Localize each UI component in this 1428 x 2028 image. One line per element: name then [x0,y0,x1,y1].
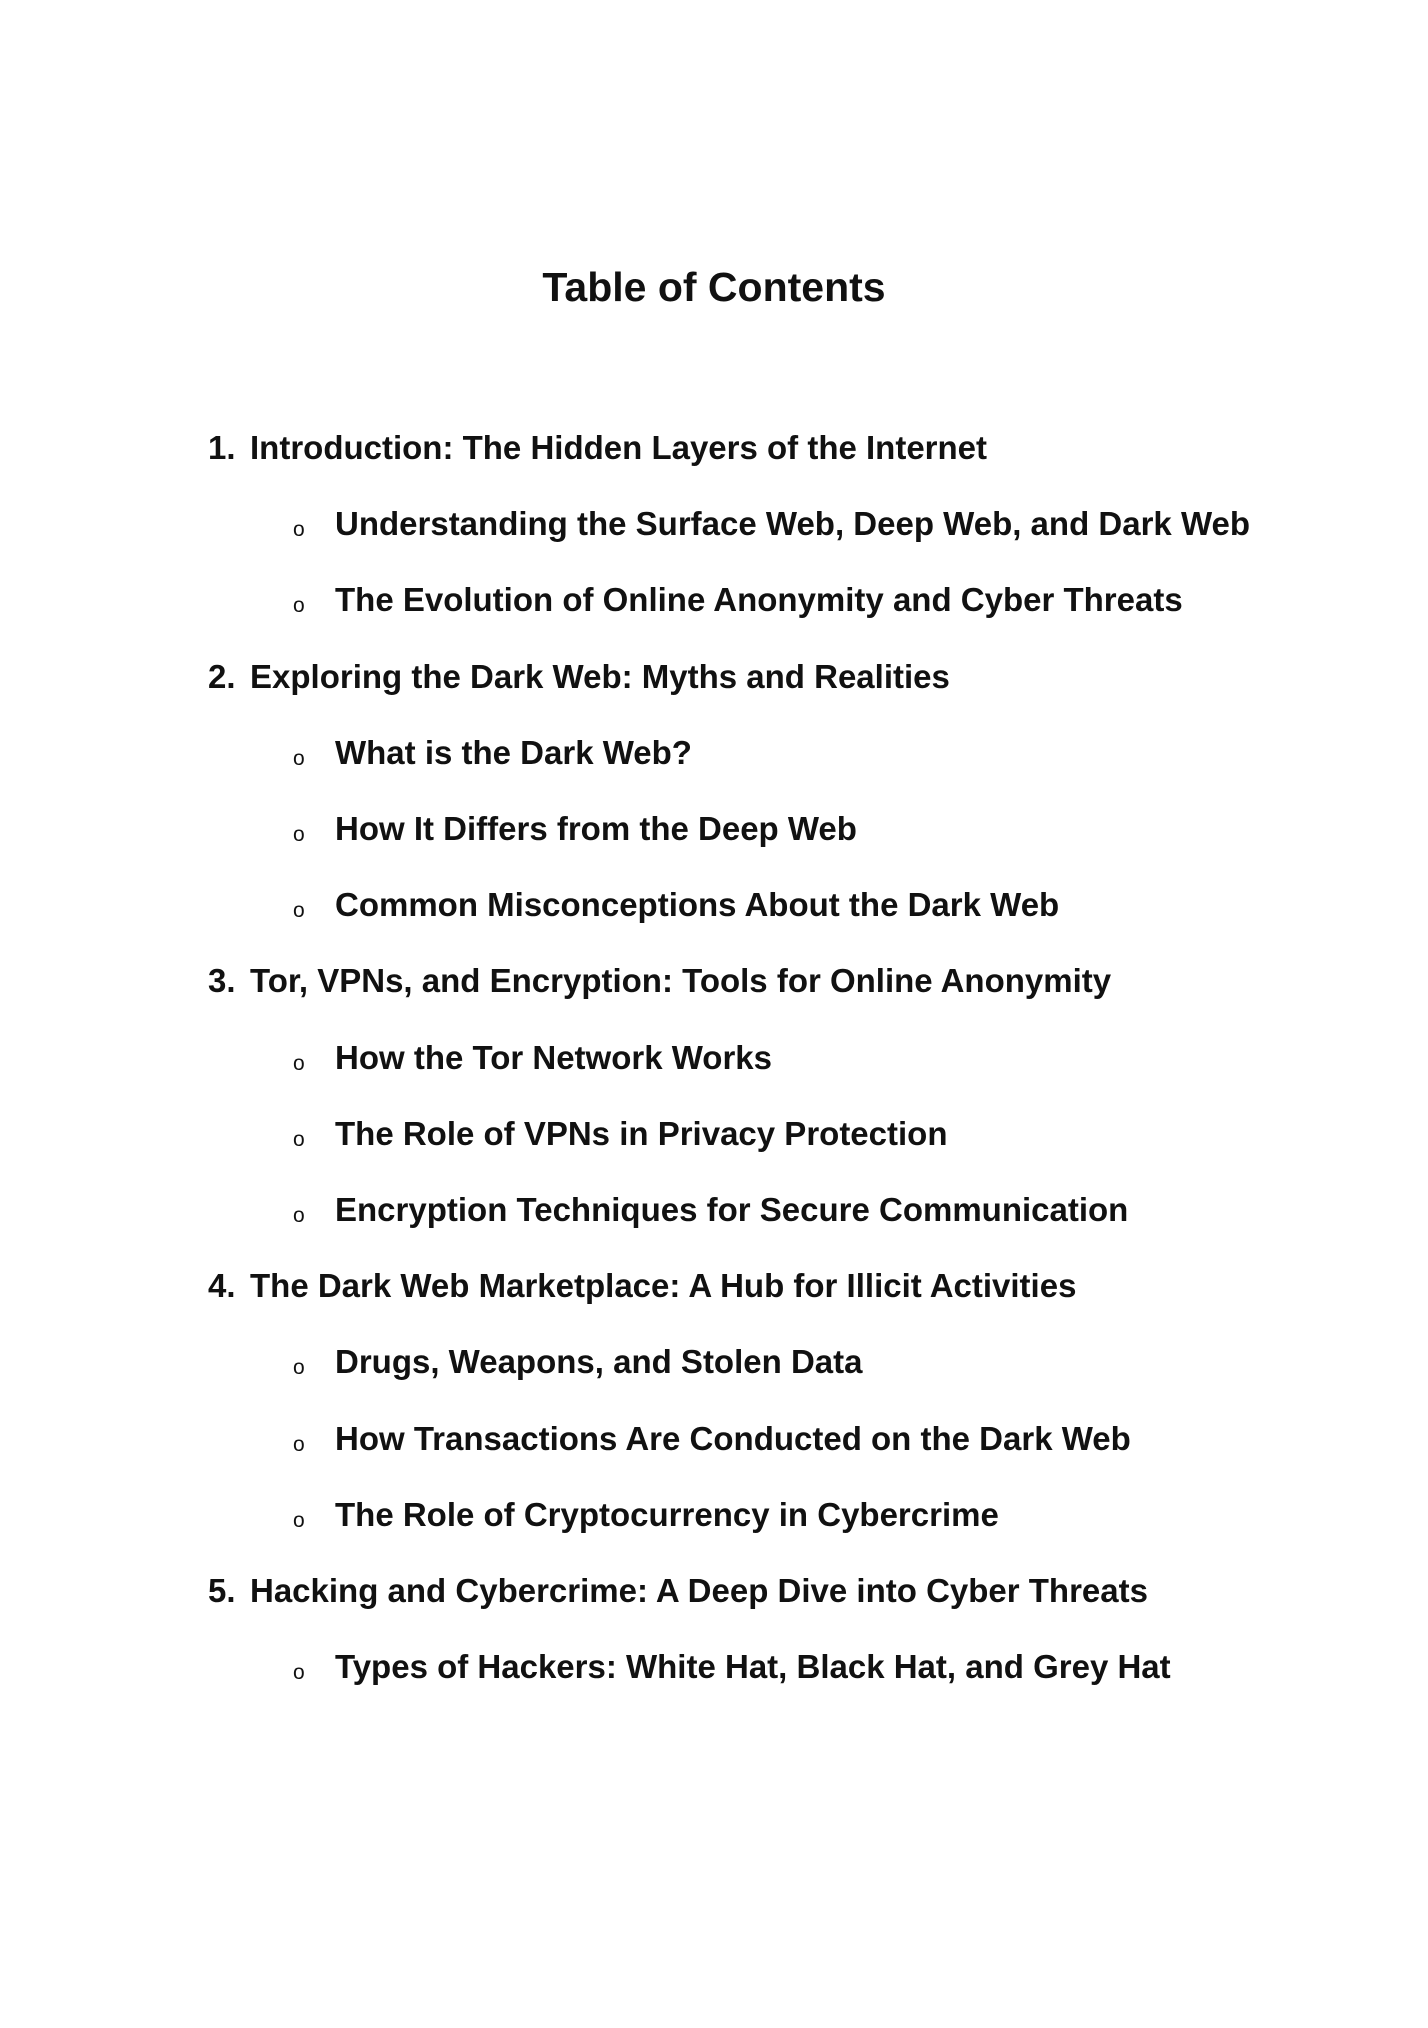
subitem-title: What is the Dark Web? [335,734,692,771]
hollow-bullet-icon: o [293,1356,305,1379]
section-number: 1. [208,429,236,466]
section-title: The Dark Web Marketplace: A Hub for Illicit Activities [250,1267,1077,1304]
hollow-bullet-icon: o [293,1509,305,1532]
hollow-bullet-icon: o [293,1128,305,1151]
section-number: 3. [208,962,236,999]
section-title: Hacking and Cybercrime: A Deep Dive into Cyber Threats [250,1572,1148,1609]
section-title: Introduction: The Hidden Layers of the Internet [250,429,988,466]
subitem-title: How Transactions Are Conducted on the Dark Web [335,1420,1131,1457]
section-number: 4. [208,1267,236,1304]
section-title: Tor, VPNs, and Encryption: Tools for Online Anonymity [250,962,1112,999]
hollow-bullet-icon: o [293,747,305,770]
subitem-title: The Evolution of Online Anonymity and Cyber Threats [335,581,1183,618]
subitem-title: Common Misconceptions About the Dark Web [335,886,1060,923]
section-number: 2. [208,658,236,695]
hollow-bullet-icon: o [293,899,305,922]
hollow-bullet-icon: o [293,1433,305,1456]
subitem-title: Encryption Techniques for Secure Communication [335,1191,1129,1228]
hollow-bullet-icon: o [293,1661,305,1684]
subitem-title: Types of Hackers: White Hat, Black Hat, and Grey Hat [335,1648,1171,1685]
subitem-title: How It Differs from the Deep Web [335,810,857,847]
hollow-bullet-icon: o [293,1052,305,1075]
hollow-bullet-icon: o [293,1204,305,1227]
subitem-title: Understanding the Surface Web, Deep Web, and Dark Web [335,505,1251,542]
hollow-bullet-icon: o [293,594,305,617]
hollow-bullet-icon: o [293,823,305,846]
section-title: Exploring the Dark Web: Myths and Realities [250,658,950,695]
subitem-title: The Role of VPNs in Privacy Protection [335,1115,948,1152]
subitem-title: Drugs, Weapons, and Stolen Data [335,1343,863,1380]
subitem-title: The Role of Cryptocurrency in Cybercrime [335,1496,999,1533]
subitem-title: How the Tor Network Works [335,1039,772,1076]
section-number: 5. [208,1572,236,1609]
hollow-bullet-icon: o [293,518,305,541]
page-title: Table of Contents [542,264,886,310]
